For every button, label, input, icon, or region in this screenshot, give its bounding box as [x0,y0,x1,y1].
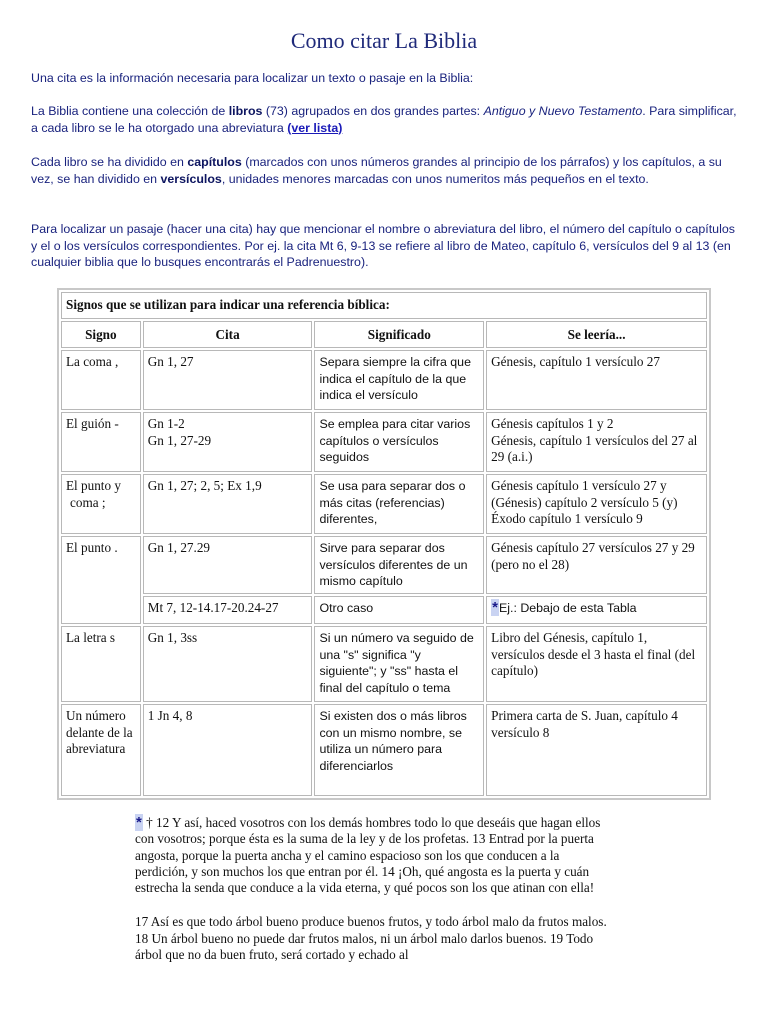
intro-text-4: Para localizar un pasaje (hacer una cita) hay que mencionar el nombre o abreviatura del libro, el número del capítulo o capítulos y el o los versículos correspondientes. Por ej. la cita Mt 6, 9-13 se refiere al libro de Mateo, capítulo 6, versículos del 9 al 13 (en cualquier biblia que lo busques encontrarás el Padrenuestro). [31,222,735,269]
column-header-cita: Cita [143,321,313,349]
cell-lectura [486,412,707,472]
cell-cita: Gn 1, 27.29 [143,536,313,594]
cell-lectura: Génesis capítulo 27 versículos 27 y 29 (pero no el 28) [486,536,707,594]
table-header-row [61,321,707,349]
intro-paragraph-2 [31,103,743,136]
cell-lectura: Génesis, capítulo 1 versículo 27 [486,350,707,410]
cell-cita: Gn 1, 27; 2, 5; Ex 1,9 [143,474,313,534]
footnote-text-1: † 12 Y así, haced vosotros con los demás hombres todo lo que deseáis que hagan ellos con vosotros; porque ésta es la suma de la ley y de los profetas. 13 Entrad por la puerta angosta, porque la puerta ancha y el camino espacioso son los que conducen a la perdición, y son muchos los que entran por él. 14 ¡Oh, qué angosta es la puerta y cuán estrecha la senda que conduce a la vida eterna, y qué pocos son los que atinan con ella! [135,815,601,896]
term-capitulos: capítulos [187,155,242,169]
cell-significado: Otro caso [314,596,484,624]
cell-significado: Separa siempre la cifra que indica el capítulo de la que indica el versículo [314,350,484,410]
cell-signo: La coma , [61,350,141,410]
cell-cita: 1 Jn 4, 8 [143,704,313,796]
table-caption-row [61,292,707,319]
intro-text-1: Una cita es la información necesaria para localizar un texto o pasaje en la Biblia: [31,71,474,85]
cell-signo: El guión - [61,412,141,472]
table-caption: Signos que se utilizan para indicar una referencia bíblica: [61,292,707,319]
table-row [61,536,707,594]
reference-signs-table [57,288,711,800]
lectura-line: Génesis, capítulo 1 versículos del 27 al 29 (a.i.) [491,432,698,464]
cell-significado: Sirve para separar dos versículos diferentes de un mismo capítulo [314,536,484,594]
cell-cita: Mt 7, 12-14.17-20.24-27 [143,596,313,624]
cell-lectura: Libro del Génesis, capítulo 1, versículos desde el 3 hasta el final (del capítulo) [486,626,707,702]
cita-line: Gn 1-2 [147,416,185,431]
cell-signo: El punto . [61,536,141,624]
cell-significado: Si existen dos o más libros con un mismo nombre, se utiliza un número para diferenciarlos [314,704,484,796]
intro-text-2e: . Para simplificar, a cada libro se le ha otorgado una abreviatura [31,104,737,135]
signo-line: El punto y [66,478,121,493]
cell-signo [61,474,141,534]
cell-significado: Si un número va seguido de una "s" significa "y siguiente"; y "ss" hasta el final del capítulo o tema [314,626,484,702]
cell-significado: Se usa para separar dos o más citas (referencias) diferentes, [314,474,484,534]
asterisk-marker[interactable]: * [492,599,498,616]
term-testamentos: Antiguo y Nuevo Testamento [483,104,643,118]
intro-text-3a: Cada libro se ha dividido en [31,155,188,169]
cell-lectura: Primera carta de S. Juan, capítulo 4 versículo 8 [486,704,707,796]
table-row [61,704,707,796]
cell-lectura [486,596,707,624]
page-title: Como citar La Biblia [290,28,478,53]
intro-text-3c: (marcados con unos números grandes al principio de los párrafos) y los capítulos, a su vez, se han dividido en [31,155,722,186]
intro-text-3e: , unidades menores marcadas con unos numeritos más pequeños en el texto. [221,171,649,186]
column-header-se-leeria: Se leería... [486,321,707,349]
cell-cita: Gn 1, 3ss [143,626,313,702]
signo-line: coma ; [70,494,106,510]
footnote-passage [135,815,615,963]
cell-significado: Se emplea para citar varios capítulos o versículos seguidos [314,412,484,472]
lectura-line: Génesis capítulos 1 y 2 [491,416,614,431]
intro-paragraph-3 [31,154,743,187]
term-versiculos: versículos [160,171,222,186]
table-row [61,626,707,702]
cell-lectura: Génesis capítulo 1 versículo 27 y (Génesis) capítulo 2 versículo 5 (y) Éxodo capítulo 1 versículo 9 [486,474,707,534]
intro-paragraph-1 [31,70,743,87]
lectura-text: Ej.: Debajo de esta Tabla [498,601,637,615]
asterisk-marker: * [136,814,142,831]
table-row [61,474,707,534]
intro-text-2c: (73) agrupados en dos grandes partes: [262,104,484,118]
footnote-paragraph-1 [135,815,615,896]
ver-lista-link[interactable]: (ver lista) [287,120,343,135]
cell-signo: Un número delante de la abreviatura [61,704,141,796]
intro-text-2a: La Biblia contiene una colección de [31,104,229,118]
table-row [61,412,707,472]
table-row [61,350,707,410]
term-libros: libros [228,104,263,118]
column-header-signo: Signo [61,321,141,349]
footnote-paragraph-2: 17 Así es que todo árbol bueno produce buenos frutos, y todo árbol malo da frutos malos. 18 Un árbol bueno no puede dar frutos malos, ni un árbol malo darlos buenos. 19 Todo árbol que no da buen fruto, será cortado y echado al [135,914,607,963]
table-row [61,596,707,624]
cell-cita [143,412,313,472]
cell-signo: La letra s [61,626,141,702]
column-header-significado: Significado [314,321,484,349]
cell-cita: Gn 1, 27 [143,350,313,410]
intro-paragraph-4 [31,221,743,271]
cita-line: Gn 1, 27-29 [147,432,212,448]
